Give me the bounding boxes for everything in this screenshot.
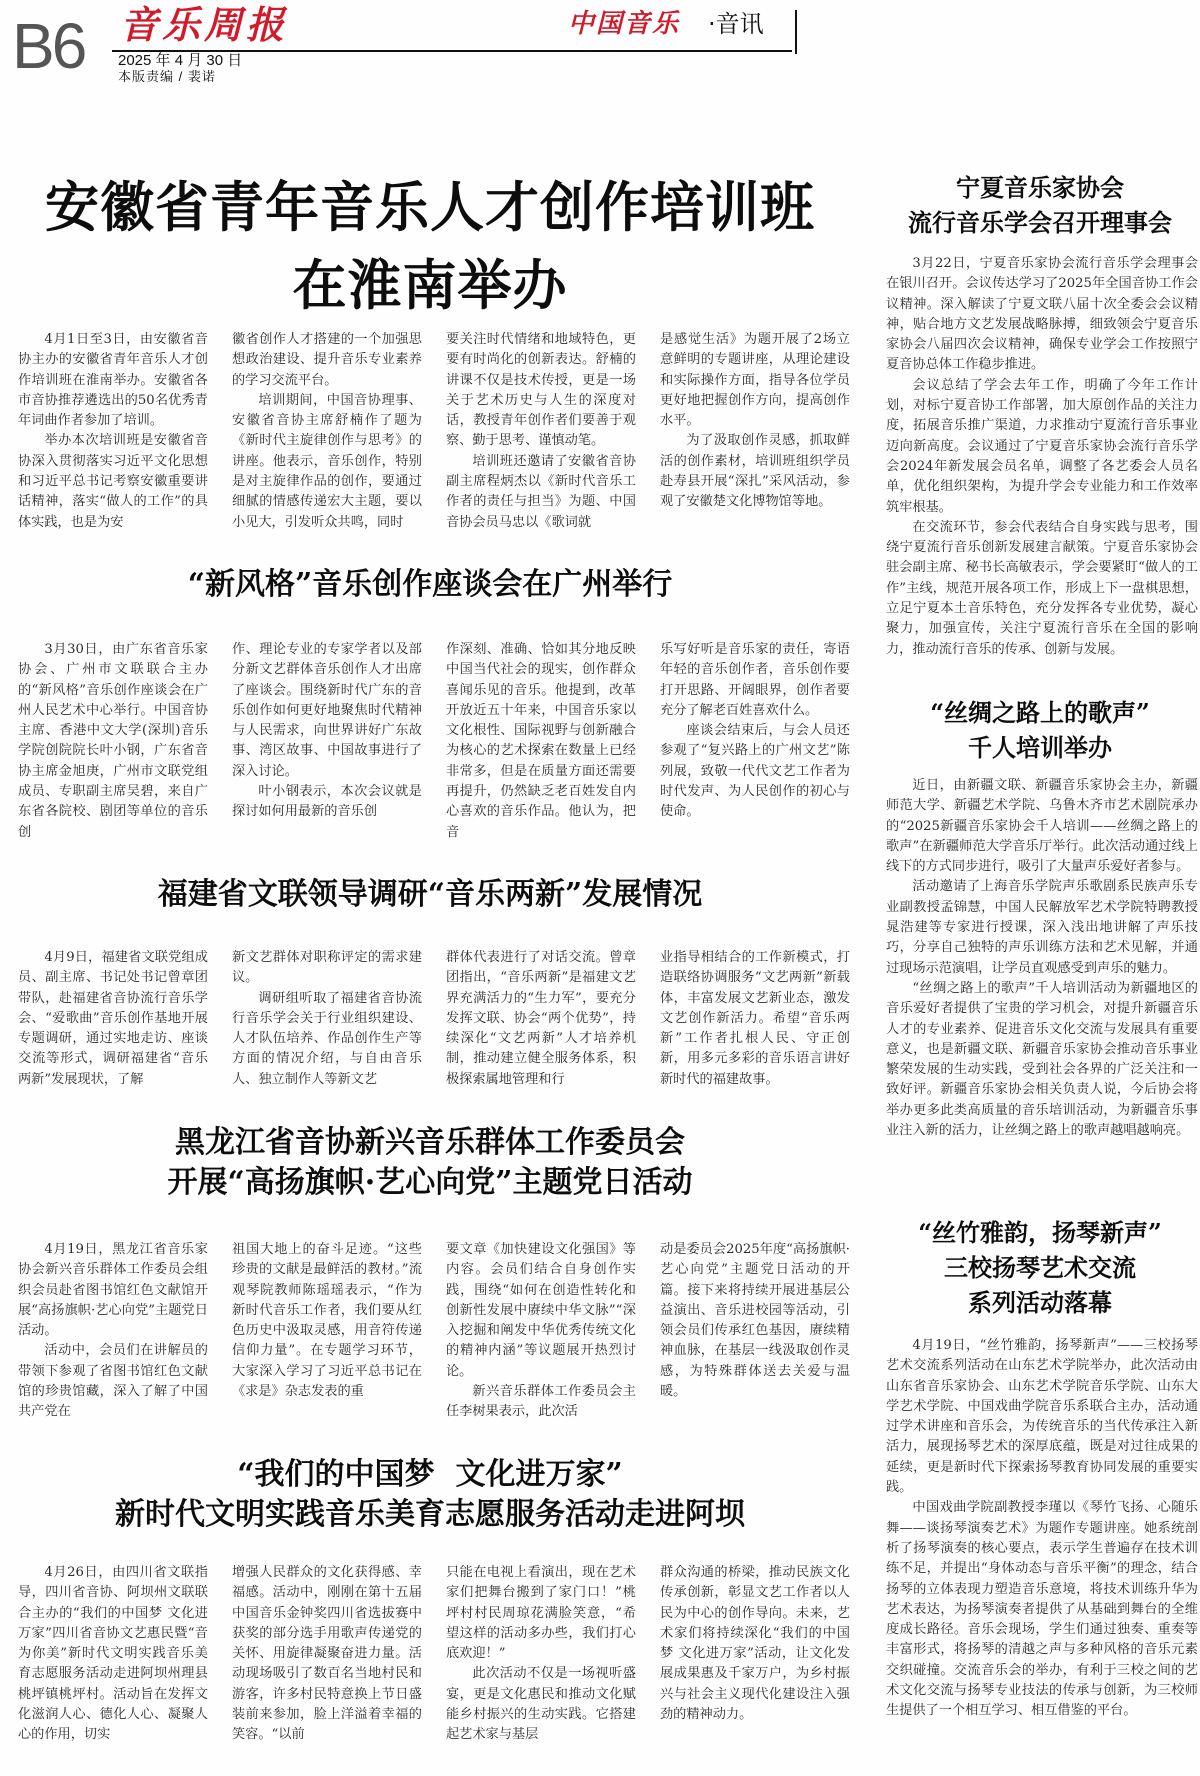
shandong-body [886, 1336, 1198, 1722]
paragraph: 会议总结了学会去年工作，明确了今年工作计划，对标宁夏音协工作部署，加大原创作品的关注力度，拓展音乐推广渠道，力求推动宁夏流行音乐事业迈向新高度。会议通过了宁夏音乐家协会流行音乐学会2024年新发展会员名单，调整了各艺委会人员名单，优化组织架构，为提升学会专业能力和工作效率筑牢根基。 [886, 377, 1198, 515]
guangzhou-col-1 [18, 640, 208, 843]
paragraph: 此次活动不仅是一场视听盛宴，更是文化惠民和推动文化赋能乡村振兴的生动实践。它搭建起艺术家与基层 [446, 1666, 636, 1743]
anhui-col-2 [232, 330, 422, 533]
section-name: ·音讯 [708, 10, 764, 38]
fujian-headline: 福建省文联领导调研“音乐两新”发展情况 [157, 877, 703, 912]
sichuan-headline-line-2: 新时代文明实践音乐美育志愿服务活动走进阿坝 [115, 1497, 745, 1532]
heilongjiang-body [18, 1240, 850, 1423]
paragraph: 作深刻、准确、恰如其分地反映中国当代社会的现实，创作群众喜闻乐见的音乐。他提到，改革开放近五十年来，中国音乐家以文化根性、国际视野与创新融合为核心的艺术探索在数量上已经非常多，但是在质量方面还需要再提升，仍然缺乏老百姓发自内心喜欢的音乐作品。他认为，把音 [446, 642, 636, 840]
sichuan-col-1 [18, 1563, 208, 1746]
paragraph: 为了汲取创作灵感，抓取鲜活的创作素材，培训班组织学员赴寿县开展“深扎”采风活动，参观了安徽楚文化博物馆等地。 [660, 433, 850, 510]
paragraph: 新兴音乐群体工作委员会主任李树果表示，此次活 [446, 1384, 636, 1420]
fujian-col-3 [446, 948, 636, 1090]
paragraph: 4月26日，由四川省文联指导，四川省音协、阿坝州文联联合主办的“我们的中国梦 文化进万家”四川省音协文艺惠民暨“音为你美”新时代文明实践音乐美育志愿服务活动走进阿坝州理县桃坪镇桃坪村。活动旨在发挥文化滋润人心、德化人心、凝聚人心的作用，切实 [18, 1565, 208, 1743]
paragraph: 座谈会结束后，与会人员还参观了“复兴路上的广州文艺”陈列展，致敬一代代文艺工作者为时代发声、为人民创作的初心与使命。 [660, 723, 850, 820]
xinjiang-body [886, 776, 1198, 1141]
heilongjiang-col-1 [18, 1240, 208, 1423]
ningxia-headline-line-2: 流行音乐学会召开理事会 [908, 208, 1172, 237]
paragraph: 业指导相结合的工作新模式，打造联络协调服务“文艺两新”新载体，丰富发展文艺新业态，激发文艺创作新活力。希望“音乐两新”工作者扎根人民、守正创新，用多元多彩的音乐语言讲好新时代的福建故事。 [660, 950, 850, 1087]
paragraph: 作、理论专业的专家学者以及部分新文艺群体音乐创作人才出席了座谈会。围绕新时代广东的音乐创作如何更好地聚焦时代精神与人民需求，向世界讲好广东故事、湾区故事、中国故事进行了深入讨论。 [232, 642, 422, 779]
paragraph: 新文艺群体对职称评定的需求建议。 [232, 950, 422, 986]
paragraph: 近日，由新疆文联、新疆音乐家协会主办，新疆师范大学、新疆艺术学院、乌鲁木齐市艺术剧院承办的“2025新疆音乐家协会千人培训——丝绸之路上的歌声”在新疆师范大学音乐厅举行。此次活动通过线上线下的方式同步进行，吸引了大量声乐爱好者参与。 [886, 778, 1198, 875]
heilongjiang-headline [10, 1123, 850, 1203]
paragraph: 活动中，会员们在讲解员的带领下参观了省图书馆红色文献馆的珍贵馆藏，深入了解了中国共产党在 [18, 1343, 208, 1420]
paragraph: 3月22日，宁夏音乐家协会流行音乐学会理事会在银川召开。会议传达学习了2025年全国音协工作会议精神。深入解读了宁夏文联八届十次全委会会议精神，贴合地方文艺发展战略脉搏，细致领会宁夏音乐家协会八届四次会议精神，确保专业学会工作按照宁夏音协总体工作稳步推进。 [886, 256, 1198, 373]
xinjiang-headline-line-1: “丝绸之路上的歌声” [930, 698, 1150, 727]
paragraph: “丝绸之路上的歌声”千人培训活动为新疆地区的音乐爱好者提供了宝贵的学习机会，对提升新疆音乐人才的专业素养、促进音乐文化交流与发展具有重要意义，也是新疆文联、新疆音乐家协会推动音乐事业繁荣发展的生动实践，受到社会各界的广泛关注和一致好评。新疆音乐家协会相关负责人说，今后协会将举办更多此类高质量的音乐培训活动，为新疆音乐事业注入新的活力，让丝绸之路上的歌声越唱越响亮。 [886, 980, 1198, 1139]
paragraph: 祖国大地上的奋斗足迹。“这些珍贵的文献是最鲜活的教材。”流观琴院教师陈瑶瑶表示，“作为新时代音乐工作者，我们要从红色历史中汲取灵感，用音符传递信仰力量”。在专题学习环节，大家深入学习了习近平总书记在《求是》杂志发表的重 [232, 1242, 422, 1400]
paragraph: 4月9日，福建省文联党组成员、副主席、书记处书记曾章团带队，赴福建省音协流行音乐学会、“爱歌曲”音乐创作基地开展专题调研，通过实地走访、座谈交流等形式，调研福建省“音乐两新”发展现状，了解 [18, 950, 208, 1087]
paragraph: 群众沟通的桥梁，推动民族文化传承创新，彰显文艺工作者以人民为中心的创作导向。未来，艺术家们将持续深化“我们的中国梦 文化进万家”活动，让文化发展成果惠及千家万户，为乡村振兴与社会主义现代化建设注入强劲的精神动力。 [660, 1565, 850, 1723]
heilongjiang-col-2 [232, 1240, 422, 1423]
brand-logo: 中国音乐 [568, 9, 681, 39]
anhui-headline [10, 168, 850, 324]
paragraph: 4月1日至3日，由安徽省音协主办的安徽省青年音乐人才创作培训班在淮南举办。安徽省各市音协推荐遴选出的50名优秀青年词曲作者参加了培训。 [18, 332, 208, 429]
paragraph: 要关注时代情绪和地域特色，更要有时尚化的创新表达。舒楠的讲课不仅是技术传授，更是一场关于艺术历史与人生的深度对话，教授青年创作者们要善于观察、勤于思考、谨慎动笔。 [446, 332, 636, 449]
fujian-body [18, 948, 850, 1090]
paragraph: 活动邀请了上海音乐学院声乐歌剧系民族声乐专业副教授孟锦慧，中国人民解放军艺术学院特聘教授晁浩建等专家进行授课，深入浅出地讲解了声乐技巧，分享自己独特的声乐训练方法和艺术见解，并通过现场示范演唱，让学员直观感受到声乐的魅力。 [886, 879, 1198, 976]
fujian-col-2 [232, 948, 422, 1090]
anhui-col-3 [446, 330, 636, 533]
guangzhou-col-3 [446, 640, 636, 843]
page-number: B6 [12, 10, 85, 82]
anhui-headline-line-2: 在淮南举办 [292, 253, 568, 317]
paragraph: 增强人民群众的文化获得感、幸福感。活动中，刚刚在第十五届中国音乐金钟奖四川省选拔赛中获奖的部分选手用歌声传递党的关怀、用旋律凝聚奋进力量。活动现场吸引了数百名当地村民和游客，许多村民特意换上节日盛装前来参加，脸上洋溢着幸福的笑容。“以前 [232, 1565, 422, 1743]
xinjiang-headline [884, 695, 1196, 765]
anhui-headline-line-1: 安徽省青年音乐人才创作培训班 [45, 175, 815, 239]
paragraph: 调研组听取了福建省音协流行音乐学会关于行业组织建设、人才队伍培养、作品创作生产等方面的情况介绍，与自由音乐人、独立制作人等新文艺 [232, 990, 422, 1087]
guangzhou-body [18, 640, 850, 843]
issue-date: 2025 年 4 月 30 日 [118, 52, 243, 69]
shandong-headline-line-1: “丝竹雅韵，扬琴新声” [918, 1218, 1162, 1247]
paragraph: 培训班还邀请了安徽省音协副主席程炳杰以《新时代音乐工作者的责任与担当》为题、中国音协会员马忠以《歌词就 [446, 453, 636, 530]
fujian-col-1 [18, 948, 208, 1090]
paragraph: 3月30日，由广东省音乐家协会、广州市文联联合主办的“新风格”音乐创作座谈会在广州人民艺术中心举行。中国音协主席、香港中文大学(深圳)音乐学院创院院长叶小钢，广东省音协主席金旭庚，广州市文联党组成员、专职副主席吴碧，来自广东省各院校、剧团等单位的音乐创 [18, 642, 208, 840]
ningxia-body [886, 254, 1198, 660]
heilongjiang-headline-line-1: 黑龙江省音协新兴音乐群体工作委员会 [175, 1125, 685, 1160]
paragraph: 动是委员会2025年度“高扬旗帜·艺心向党”主题党日活动的开篇。接下来将持续开展进基层公益演出、音乐进校园等活动，引领会员们传承红色基因，赓续精神血脉，在基层一线汲取创作灵感，为特殊群体送去关爱与温暖。 [660, 1242, 850, 1400]
ningxia-headline [884, 170, 1196, 240]
paragraph: 是感觉生活》为题开展了2场立意鲜明的专题讲座，从理论建设和实际操作方面，指导各位学员更好地把握创作方向，提高创作水平。 [660, 332, 850, 429]
paragraph: 要文章《加快建设文化强国》等内容。会员们结合自身创作实践，围绕“如何在创造性转化和创新性发展中赓续中华文脉”“深入挖掘和阐发中华优秀传统文化的精神内涵”等议题展开热烈讨论。 [446, 1242, 636, 1379]
header-vertical-bar [795, 10, 797, 54]
paragraph: 在交流环节，参会代表结合自身实践与思考，围绕宁夏流行音乐创新发展建言献策。宁夏音乐家协会驻会副主席、秘书长高敏表示，学会要紧盯“做人的工作”主线，规范开展各项工作，形成上下一盘棋思想，立足宁夏本土音乐特色，充分发挥各专业优势，凝心聚力，加强宣传，关注宁夏流行音乐在全国的影响力，推动流行音乐的传承、创新与发展。 [886, 519, 1198, 657]
xinjiang-headline-line-2: 千人培训举办 [968, 733, 1112, 762]
ningxia-headline-line-1: 宁夏音乐家协会 [956, 173, 1124, 202]
shandong-headline-line-2: 三校扬琴艺术交流 [944, 1253, 1136, 1282]
paragraph: 中国戏曲学院副教授李瑾以《琴竹飞扬、心随乐舞——谈扬琴演奏艺术》为题作专题讲座。她系统剖析了扬琴演奏的核心要点，表示学生普遍存在技术训练不足，并提出“身体动态与音乐平衡”的理念，结合扬琴的立体表现力塑造音乐意境，将技术训练升华为艺术表达，为扬琴演奏者提供了从基础到舞台的全维度成长路径。音乐会现场，学生们通过独奏、重奏等丰富形式，将扬琴的清越之声与多种风格的音乐元素交织碰撞。交流音乐会的举办，有利于三校之间的艺术文化交流与扬琴专业技法的传承与创新，为三校师生提供了一个相互学习、相互借鉴的平台。 [886, 1500, 1198, 1719]
paragraph: 群体代表进行了对话交流。曾章团指出，“音乐两新”是福建文艺界充满活力的“生力军”，要充分发挥文联、协会“两个优势”，持续深化“文艺两新”人才培养机制，推动建立健全服务体系，积极探索属地管理和行 [446, 950, 636, 1087]
sichuan-col-3 [446, 1563, 636, 1746]
sichuan-col-4 [660, 1563, 850, 1746]
anhui-body [18, 330, 850, 533]
heilongjiang-headline-line-2: 开展“高扬旗帜·艺心向党”主题党日活动 [167, 1165, 693, 1200]
guangzhou-col-2 [232, 640, 422, 843]
anhui-col-1 [18, 330, 208, 533]
paragraph: 徽省创作人才搭建的一个加强思想政治建设、提升音乐专业素养的学习交流平台。 [232, 332, 422, 388]
page-editor: 本版责编 / 裴诺 [118, 69, 216, 84]
anhui-col-4 [660, 330, 850, 533]
heilongjiang-col-3 [446, 1240, 636, 1423]
sichuan-body [18, 1563, 850, 1746]
heilongjiang-col-4 [660, 1240, 850, 1423]
fujian-col-4 [660, 948, 850, 1090]
shandong-headline-line-3: 系列活动落幕 [968, 1288, 1112, 1317]
guangzhou-headline: “新风格”音乐创作座谈会在广州举行 [187, 567, 673, 602]
paragraph: 乐写好听是音乐家的责任，寄语年轻的音乐创作者，音乐创作要打开思路、开阔眼界，创作者要充分了解老百姓喜欢什么。 [660, 642, 850, 718]
sichuan-headline-line-1: “我们的中国梦 文化进万家” [237, 1457, 623, 1492]
paragraph: 举办本次培训班是安徽省音协深入贯彻落实习近平文化思想和习近平总书记考察安徽重要讲话精神，落实“做人的工作”的具体实践，也是为安 [18, 433, 208, 530]
paragraph: 叶小钢表示，本次会议就是探讨如何用最新的音乐创 [232, 784, 422, 820]
sichuan-headline [10, 1455, 850, 1535]
guangzhou-col-4 [660, 640, 850, 843]
newspaper-logo: 音乐周报 [120, 2, 289, 47]
paragraph: 培训期间，中国音协理事、安徽省音协主席舒楠作了题为《新时代主旋律创作与思考》的讲座。他表示，音乐创作，特别是对主旋律作品的创作，要通过细腻的情感传递宏大主题，要以小见大，引发听众共鸣，同时 [232, 392, 422, 530]
paragraph: 4月19日，“丝竹雅韵，扬琴新声”——三校扬琴艺术交流系列活动在山东艺术学院举办，此次活动由山东省音乐家协会、山东艺术学院音乐学院、山东大学艺术学院、中国戏曲学院音乐系联合主办，活动通过学术讲座和音乐会，为传统音乐的当代传承注入新活力，展现扬琴艺术的深厚底蕴，既是对过往成果的延续，更是新时代下探索扬琴教育协同发展的重要实践。 [886, 1338, 1198, 1496]
shandong-headline [884, 1215, 1196, 1320]
paragraph: 4月19日，黑龙江省音乐家协会新兴音乐群体工作委员会组织会员赴省图书馆红色文献馆开展“高扬旗帜·艺心向党”主题党日活动。 [18, 1242, 208, 1339]
paragraph: 只能在电视上看演出，现在艺术家们把舞台搬到了家门口！”桃坪村村民周琼花满脸笑意，“希望这样的活动多办些，我们打心底欢迎！” [446, 1565, 636, 1662]
sichuan-col-2 [232, 1563, 422, 1746]
